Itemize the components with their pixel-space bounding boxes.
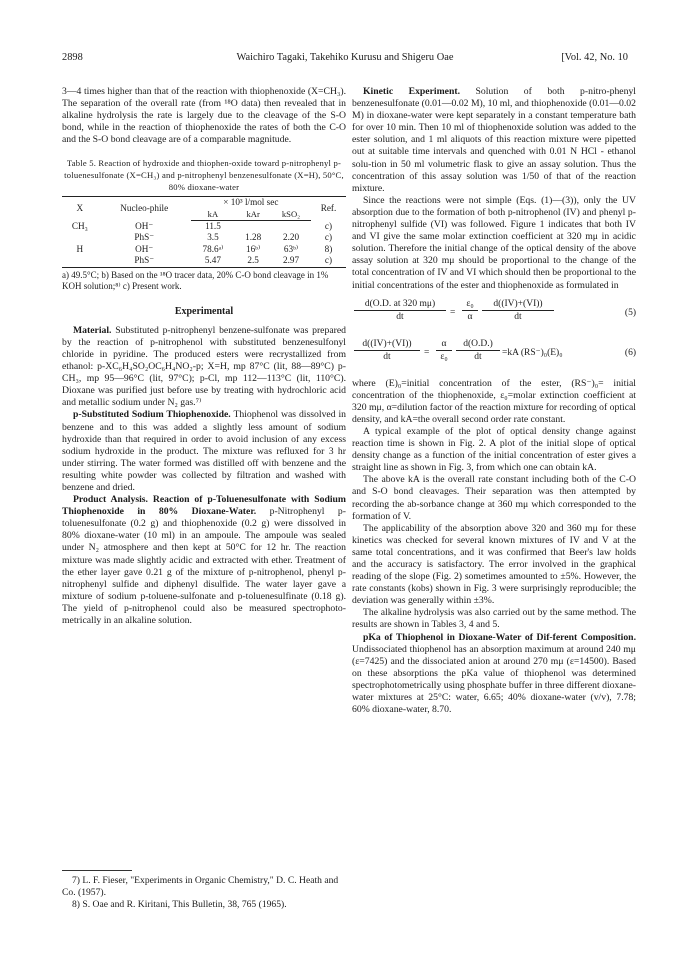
table-row [62, 221, 346, 233]
cell-ref: c) [311, 255, 346, 267]
eq5-den2: α [467, 311, 473, 322]
cell-kar: 1.28 [245, 232, 262, 243]
footnote-7: 7) L. F. Fieser, "Experiments in Organic Chemistry," D. C. Heath and Co. (1957). [62, 875, 339, 899]
pka-text: Undissociated thiophenol has an absorption maximum at around 240 mμ (ε=7425) and the dissociated anion at around 270 mμ (ε=14500). Based on these absorptions the pKa value of thiophenol was determined spectrophotometrically using phosphate buffer in three different dioxane-water mixtures at 25°C: water, 6.65; 40% dioxane-water (v/v), 7.78; 60% dioxane-water, 8.70. [352, 643, 636, 716]
cell-ref: c) [324, 220, 333, 231]
eq5-den1: dt [396, 311, 404, 322]
cell-ref: c) [324, 232, 333, 243]
eq6-number: (6) [624, 347, 636, 358]
col-header-nucleophile: Nucleo-phile [98, 197, 191, 221]
col-header-ref: Ref. [311, 197, 346, 221]
eq6-num1: d((IV)+(VI)) [354, 338, 420, 351]
table-row [62, 255, 346, 267]
eq6-den1: dt [383, 351, 391, 362]
eq5-num3: d((IV)+(VI)) [482, 298, 554, 311]
eq5-frac1 [354, 298, 446, 323]
kinetic-text: Solution of both p-nitro-phenyl benzenesulfonate (0.01—0.02 M), 10 ml, and thiophenoxide (0.01—0.02 M) in dioxane-water were kept separately in a constant temperature bath for over 10 min. Then 10 ml of thiophenoxide solution was added to the ester solution, and 1 ml aliquots of this reaction mixture were pipetted out at suitable time intervals and quenched with 0.01 N HCl - ethanol solu-tion in 50 ml volumetric flask to give an assay solution. Thus the concentration of this assay solution was 1/50 of that of the reaction mixture. [352, 86, 636, 194]
cell-x: CH₃ [71, 220, 88, 231]
eq5-num2: ε₀ [462, 298, 478, 311]
thiophenoxide-paragraph [62, 409, 346, 494]
running-authors: Waichiro Tagaki, Takehiko Kurusu and Shigeru Oae [236, 52, 454, 63]
kinetic-paragraph [352, 86, 636, 195]
kinetic-heading: Kinetic Experiment. [363, 86, 460, 97]
table-5 [62, 196, 346, 267]
eq5-frac3 [482, 298, 554, 323]
cell-nucleophile: PhS⁻ [98, 255, 191, 267]
table-5-footnote: a) 49.5°C; b) Based on the ¹⁸O tracer data, 20% C-O bond cleavage in 1% KOH solution;⁸⁾ c) Present work. [62, 269, 329, 292]
eq6-frac1 [354, 338, 420, 363]
eq6-num3: d(O.D.) [456, 338, 500, 351]
cell-x [62, 232, 98, 243]
cell-kar: 2.5 [235, 255, 271, 267]
cell-kso2: 2.97 [271, 255, 311, 267]
where-paragraph: where (E)₀=initial concentration of the ester, (RS⁻)₀= initial concentration of the thiophenoxide, ε₀=molar extinction coefficient at 320 mμ, α=dilution factor of the reaction mixture for recording of optical density, and kA=the overall second order rate constant. [352, 377, 636, 425]
pka-heading: pKa of Thiophenol in Dioxane-Water of Dif-ferent Composition. [363, 631, 636, 643]
cell-ka: 78.6ᵃ⁾ [202, 243, 224, 254]
materials-heading: Material. [73, 324, 112, 336]
cell-nucleophile: OH⁻ [135, 220, 154, 231]
cell-ref: 8) [324, 243, 333, 254]
since-paragraph: Since the reactions were not simple (Eqs. (1)—(3)), only the UV absorption due to the formation of both p-nitrophenol (IV) and phenyl p-nitrophenyl sulfide (VI) was followed. Figure 1 indicates that both IV and VI give the same molar extinction coefficient at 320 mμ in acidic solution. Therefore the initial change of the optical density of the above assay solution at 320 mμ should be proportional to the change of the total concentration of IV and VI which should then be proportional to the initial concentrations of the ester and thiophenoxide as formulated in [352, 194, 636, 291]
eq5-num1: d(O.D. at 320 mμ) [354, 298, 446, 311]
eq5-den3: dt [514, 311, 522, 322]
product-analysis-paragraph [62, 494, 346, 627]
materials-text: Substituted p-nitrophenyl benzene-sulfonate was prepared by the reaction of p-nitrophenol with substituted benzenesulfonyl chloride in pyridine. The produced esters were recrystallized from ethanol: p-XC₆H₄SO₂OC₆H₄NO₂-p; X=H, mp 87°C (lit, 88—89°C) p-CH₃, mp 95—96°C (lit, 97°C); p-Cl, mp 112—113°C (lit, 110°C). Dioxane was purified just before use by treating with hydrochloric acid and metallic sodium under N₂ gas.⁷⁾ [62, 324, 346, 409]
eq6-tail: =kA (RS⁻)₀(E)₀ [502, 347, 563, 358]
col-header-x: X [62, 197, 98, 221]
typical-paragraph: A typical example of the plot of optical density change against reaction time is shown in Fig. 2. A plot of the initial slope of optical density change as a function of the initial concentration of ester gives a straight line as shown in Fig. 3, from which one can obtain kA. [352, 425, 636, 474]
pka-paragraph [352, 632, 636, 717]
above-paragraph: The above kA is the overall rate constant including both of the C-O and S-O bond cleavages. Their separation was then attempted by recording the ab-sorbance change at 360 mμ which corresponded to the formation of V. [352, 474, 636, 522]
eq6-frac2 [436, 338, 452, 363]
eq6-equals: = [424, 347, 430, 358]
materials-paragraph [62, 325, 346, 410]
page-number: 2898 [62, 52, 83, 63]
col-header-kar: kAr [235, 209, 271, 221]
product-analysis-heading: Product Analysis. Reaction of p-Toluenesulfonate with Sodium Thiophenoxide in 80% Dioxane-Water. [62, 494, 346, 518]
section-heading-experimental: Experimental [174, 305, 234, 317]
cell-ka: 3.5 [207, 232, 219, 243]
cell-kso2 [271, 221, 311, 233]
eq6-num2: α [436, 338, 452, 351]
right-column [352, 86, 636, 716]
eq6-den3: dt [474, 351, 482, 362]
eq5-number: (5) [624, 307, 636, 318]
thiophenoxide-heading: p-Substituted Sodium Thiophenoxide. [73, 409, 231, 421]
volume-info: [Vol. 42, No. 10 [561, 52, 628, 63]
cell-nucleophile: PhS⁻ [134, 232, 155, 243]
cell-kar [235, 221, 271, 233]
product-analysis-text: p-Nitrophenyl p-toluenesulfonate (0.2 g) and thiophenoxide (0.2 g) were dissolved in 80% dioxane-water (10 ml) in an ampoule. The ampoule was sealed under N₂ atmosphere and then kept at 50°C for 12 hr. The reaction mixture was made slightly acidic and extracted with ether. Treatment of the ether layer gave 0.21 g of the mixture of p-nitrophenol, phenyl p-nitrophenyl sulfide and diphenyl disulfide. The water layer gave a mixture of sodium p-toluene-sulfonate and p-toluenesulfinate (0.18 g). The yield of p-nitrophenol could also be measured spectrophoto-metrically in an alkaline solution. [62, 506, 346, 627]
thiophenoxide-text: Thiophenol was dissolved in benzene and to this was added a slightly less amount of sodium hydroxide than that required in order to avoid inclusion of any excess sodium hydroxide in the product. The mixture was refluxed for 3 hr under stirring. The water formed was distilled off with benzene and the resulting white powder was collected by filtration and washed with benzene and dried. [62, 409, 346, 493]
equation-5 [352, 298, 636, 332]
alkaline-paragraph: The alkaline hydrolysis was also carried out by the same method. The results are shown in Tables 3, 4 and 5. [352, 607, 636, 631]
table-row [62, 244, 346, 255]
cell-nucleophile: OH⁻ [135, 243, 154, 254]
page-header [62, 52, 628, 66]
eq5-frac2 [462, 298, 478, 323]
eq6-frac3 [456, 338, 500, 363]
applicability-paragraph: The applicability of the absorption above 320 and 360 mμ for these kinetics was checked for several known mixtures of IV and V at the same total concentrations, and it was confirmed that Beer's law holds and the accuracy is satisfactory. The error involved in the graphical reading of the slope (Fig. 2) sometimes amounted to ±5%. However, the rate constants (kobs) shown in Fig. 3 were surprisingly reproducible; the deviation was generally within ±3%. [352, 522, 636, 607]
equation-6 [352, 338, 636, 372]
footnotes [62, 870, 346, 912]
cell-x [62, 255, 98, 267]
cell-kso2: 63ᵇ⁾ [283, 243, 299, 254]
left-column [62, 86, 346, 627]
cell-kar: 16ᵇ⁾ [245, 243, 261, 254]
cell-ka: 5.47 [191, 255, 235, 267]
cell-x: H [76, 243, 84, 254]
cell-ka: 11.5 [205, 221, 221, 232]
intro-paragraph: 3—4 times higher than that of the reaction with thiophenoxide (X=CH₃). The separation of the overall rate (from ¹⁸O data) then revealed that in alkaline hydrolysis the rate is largely due to the cleavage of the S-O bond, while in the reaction of thiophenoxide the rates of both the C-O and the S-O bond cleavage are of a comparable magnitude. [62, 86, 346, 146]
table-row [62, 232, 346, 243]
eq6-den2: ε₀ [440, 351, 448, 362]
footnote-8: 8) S. Oae and R. Kiritani, This Bulletin, 38, 765 (1965). [72, 899, 287, 911]
footnote-rule [62, 870, 132, 871]
table-5-caption: Table 5. Reaction of hydroxide and thiophen-oxide toward p-nitrophenyl p-toluenesulfonate (X=CH₃) and p-nitrophenyl benzenesulfonate (X=H), 50°C, 80% dioxane-water [64, 158, 344, 192]
cell-kso2: 2.20 [282, 232, 300, 243]
col-header-ka: kA [191, 209, 235, 221]
col-header-kso2: kSO₂ [271, 209, 311, 221]
col-header-units: × 10³ l/mol sec [191, 197, 311, 209]
eq5-equals: = [450, 307, 456, 318]
